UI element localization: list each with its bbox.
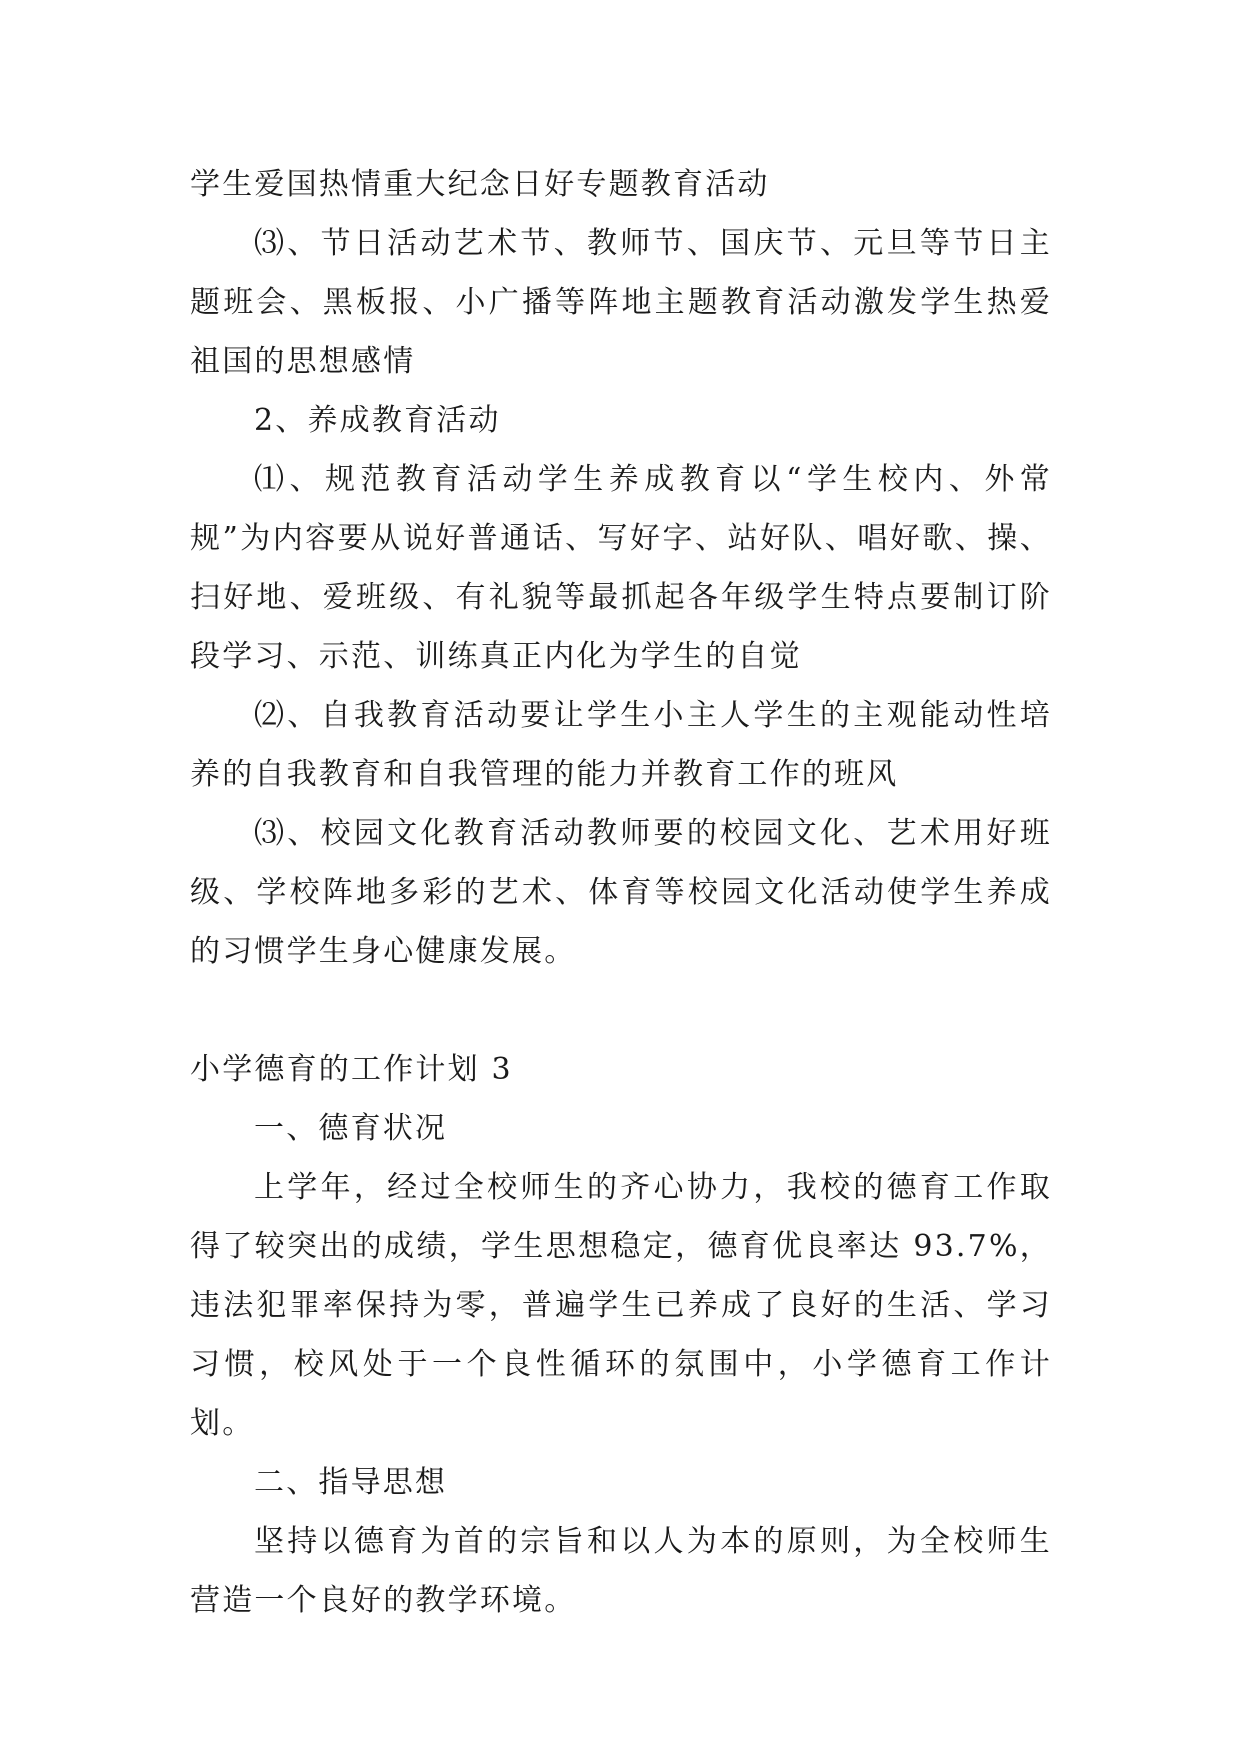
paragraph-guiding-ideology: 坚持以德育为首的宗旨和以人为本的原则，为全校师生营造一个良好的教学环境。 [190,1524,1052,1618]
section-title: 小学德育的工作计划 3 [190,1052,513,1087]
paragraph-moral-status: 上学年，经过全校师生的齐心协力，我校的德育工作取得了较突出的成绩，学生思想稳定，德育优良率达 93.7%，违法犯罪率保持为零，普遍学生已养成了良好的生活、学习习惯，校风处于一个良性循环的氛围中，小学德育工作计划。 [190,1170,1052,1441]
paragraph-festival-activities: ⑶、节日活动艺术节、教师节、国庆节、元旦等节日主题班会、黑板报、小广播等阵地主题教育活动激发学生热爱祖国的思想感情 [190,226,1052,379]
paragraph-standard-education: ⑴、规范教育活动学生养成教育以“学生校内、外常规”为内容要从说好普通话、写好字、站好队、唱好歌、操、扫好地、爱班级、有礼貌等最抓起各年级学生特点要制订阶段学习、示范、训练真正内化为学生的自觉 [190,462,1052,674]
heading-guiding-ideology: 二、指导思想 [254,1465,448,1500]
heading-moral-status: 一、德育状况 [254,1111,448,1146]
document-body [190,155,1052,1630]
paragraph-continuation: 学生爱国热情重大纪念日好专题教育活动 [190,167,770,202]
paragraph-campus-culture: ⑶、校园文化教育活动教师要的校园文化、艺术用好班级、学校阵地多彩的艺术、体育等校园文化活动使学生养成的习惯学生身心健康发展。 [190,816,1052,969]
heading-habit-education: 2、养成教育活动 [254,403,501,438]
section-spacer [190,981,1052,1040]
paragraph-self-education: ⑵、自我教育活动要让学生小主人学生的主观能动性培养的自我教育和自我管理的能力并教育工作的班风 [190,698,1052,792]
